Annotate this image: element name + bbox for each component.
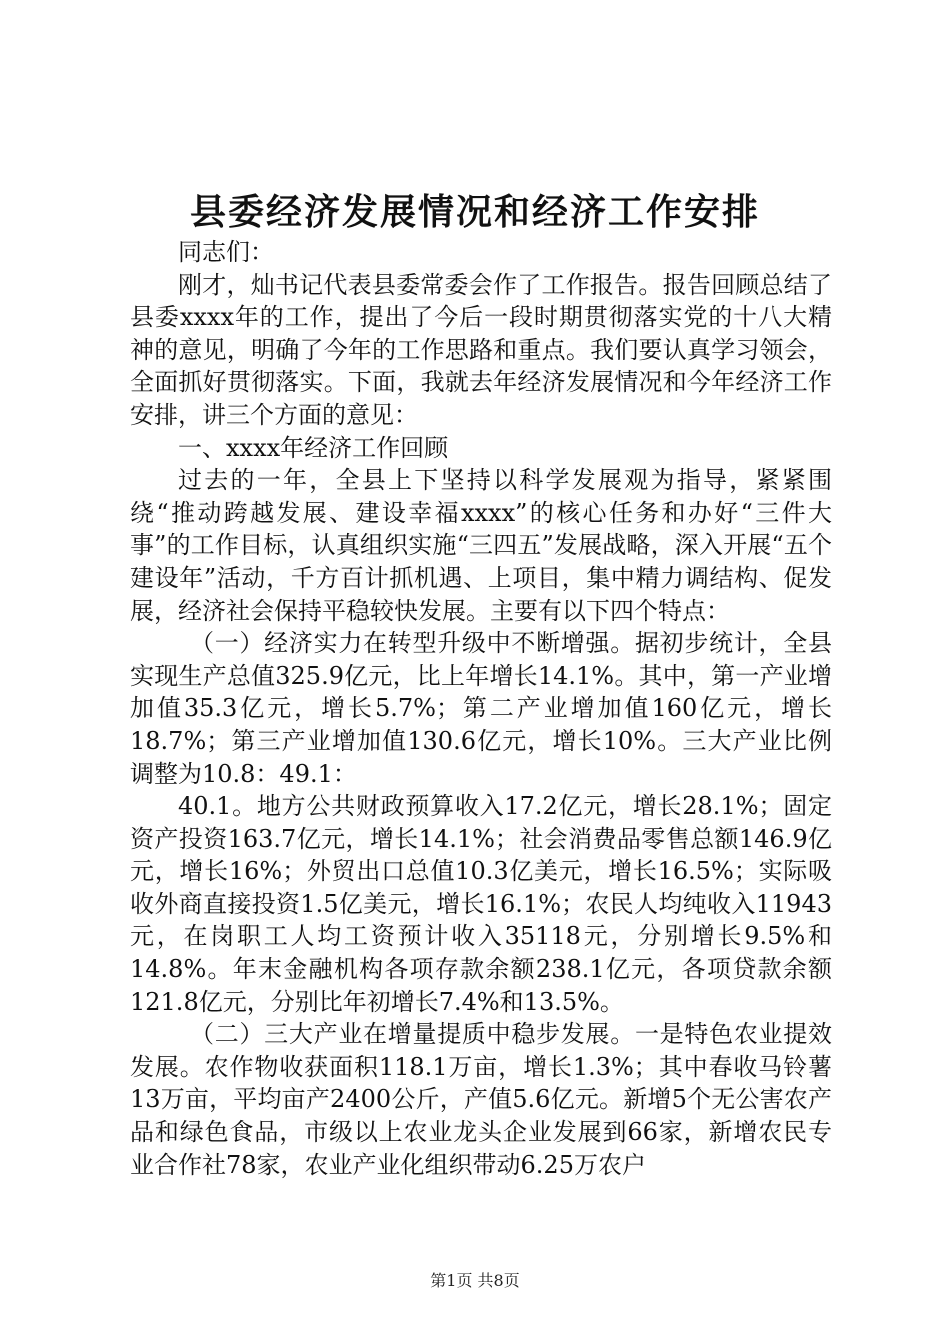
- statistics-paragraph: 40.1。地方公共财政预算收入17.2亿元，增长28.1%；固定资产投资163.7亿元，增长14.1%；社会消费品零售总额146.9亿元，增长16%；外贸出口总值10.3亿美元，增长16.5%；实际吸收外商直接投资1.5亿美元，增长16.1%；农民人均纯收入11943元，在岗职工人均工资预计收入35118元，分别增长9.5%和14.8%。年末金融机构各项存款余额238.1亿元，各项贷款余额121.8亿元，分别比年初增长7.4%和13.5%。: [130, 792, 832, 1016]
- industry-paragraph: （二）三大产业在增量提质中稳步发展。一是特色农业提效发展。农作物收获面积118.1万亩，增长1.3%；其中春收马铃薯13万亩，平均亩产2400公斤，产值5.6亿元。新增5个无公害农产品和绿色食品，市级以上农业龙头企业发展到66家，新增农民专业合作社78家，农业产业化组织带动6.25万农户: [130, 1020, 832, 1179]
- section-heading: 一、xxxx年经济工作回顾: [178, 433, 449, 462]
- intro-paragraph: 刚才，灿书记代表县委常委会作了工作报告。报告回顾总结了县委xxxx年的工作，提出了今后一段时期贯彻落实党的十八大精神的意见，明确了今年的工作思路和重点。我们要认真学习领会，全面抓好贯彻落实。下面，我就去年经济发展情况和今年经济工作安排，讲三个方面的意见：: [130, 270, 832, 429]
- document-title: 县委经济发展情况和经济工作安排: [189, 191, 760, 233]
- economic-strength-paragraph: （一）经济实力在转型升级中不断增强。据初步统计，全县实现生产总值325.9亿元，比上年增长14.1%。其中，第一产业增加值35.3亿元，增长5.7%；第二产业增加值160亿元，增长18.7%；第三产业增加值130.6亿元，增长10%。三大产业比例调整为10.8：49.1：: [130, 629, 832, 788]
- document-body: [130, 236, 832, 1181]
- page-number-footer: 第1页 共8页: [430, 1271, 520, 1290]
- review-paragraph: 过去的一年，全县上下坚持以科学发展观为指导，紧紧围绕“推动跨越发展、建设幸福xxxx”的核心任务和办好“三件大事”的工作目标，认真组织实施“三四五”发展战略，深入开展“五个建设年”活动，千方百计抓机遇、上项目，集中精力调结构、促发展，经济社会保持平稳较快发展。主要有以下四个特点：: [130, 466, 832, 625]
- salutation-paragraph: 同志们：: [178, 238, 274, 266]
